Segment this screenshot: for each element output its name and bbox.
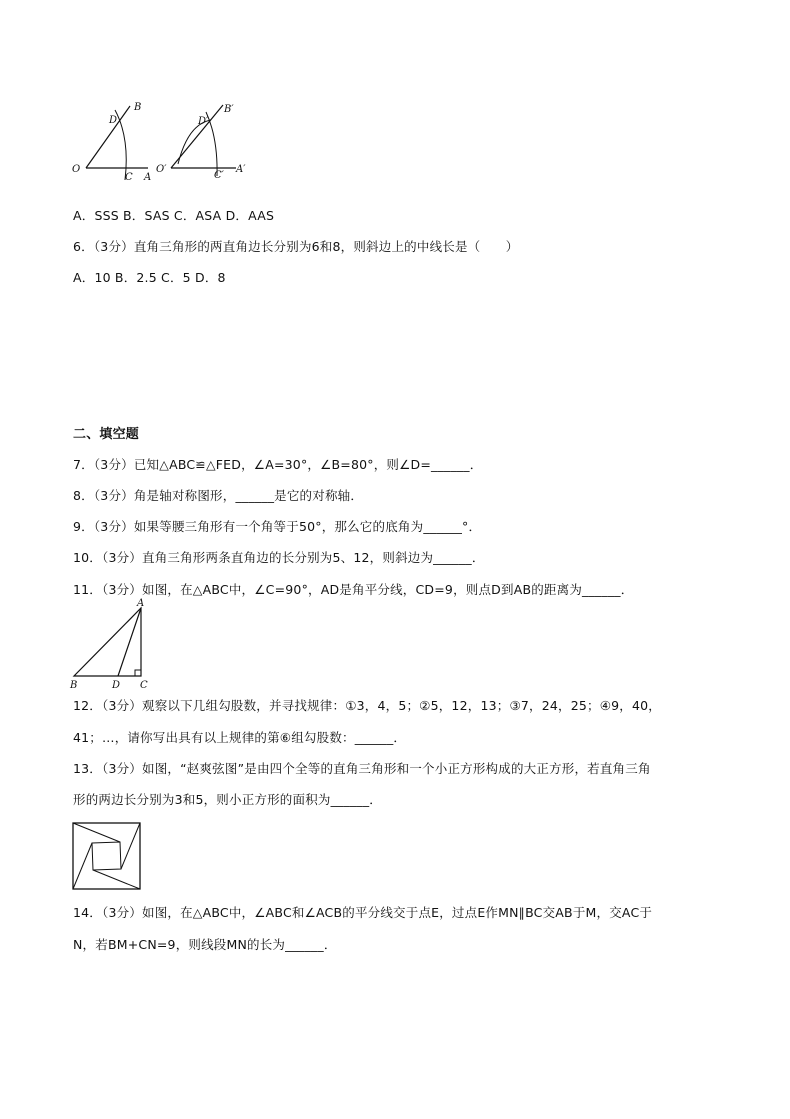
q6-options: A．10 B．2.5 C．5 D．8 <box>73 270 226 285</box>
q10: 10．（3分）直角三角形两条直角边的长分别为5、12，则斜边为______． <box>73 550 485 565</box>
section-fill-in-title: 二、填空题 <box>73 427 140 442</box>
label-O: O <box>72 164 81 175</box>
label-B: B <box>134 102 142 113</box>
label-A: A <box>137 598 145 609</box>
label-C: C <box>125 172 133 183</box>
q12-line2: 41；…，请你写出具有以上规律的第⑥组勾股数：______． <box>73 730 407 745</box>
label-O-prime: O′ <box>156 164 167 175</box>
q12-line1: 12．（3分）观察以下几组勾股数，并寻找规律：①3，4，5；②5，12，13；③7，24，25；④9，40， <box>73 698 661 713</box>
label-A: A <box>144 172 152 183</box>
label-D-prime: D′ <box>198 116 209 127</box>
q11: 11．（3分）如图，在△ABC中，∠C=90°，AD是角平分线，CD=9，则点D到AB的距离为______． <box>73 582 634 597</box>
zhao-shuang-diagram <box>72 822 142 890</box>
q7: 7．（3分）已知△ABC≌△FED，∠A=30°，∠B=80°，则∠D=______． <box>73 457 483 472</box>
label-C: C <box>140 680 148 691</box>
q5-options: A．SSS B．SAS C．ASA D．AAS <box>73 208 275 223</box>
q9: 9．（3分）如果等腰三角形有一个角等于50°，那么它的底角为______°． <box>73 519 482 534</box>
label-D: D <box>109 115 118 126</box>
label-B-prime: B′ <box>224 104 234 115</box>
label-C-prime: C′ <box>214 170 224 181</box>
q6-stem: 6．（3分）直角三角形的两直角边长分别为6和8，则斜边上的中线长是（ ） <box>73 239 519 254</box>
q13-line1: 13．（3分）如图，“赵爽弦图”是由四个全等的直角三角形和一个小正方形构成的大正方形，若直角三角 <box>73 761 651 776</box>
q14-line2: N，若BM+CN=9，则线段MN的长为______． <box>73 937 337 952</box>
label-A-prime: A′ <box>236 164 246 175</box>
label-D: D <box>112 680 121 691</box>
q8: 8．（3分）角是轴对称图形，______是它的对称轴． <box>73 488 364 503</box>
q13-line2: 形的两边长分别为3和5，则小正方形的面积为______． <box>73 792 383 807</box>
q14-line1: 14．（3分）如图，在△ABC中，∠ABC和∠ACB的平分线交于点E，过点E作MN∥BC交AB于M，交AC于 <box>73 905 653 920</box>
triangle-bisector-figure <box>68 598 158 691</box>
angle-construction-figure <box>68 98 268 188</box>
label-B: B <box>70 680 78 691</box>
